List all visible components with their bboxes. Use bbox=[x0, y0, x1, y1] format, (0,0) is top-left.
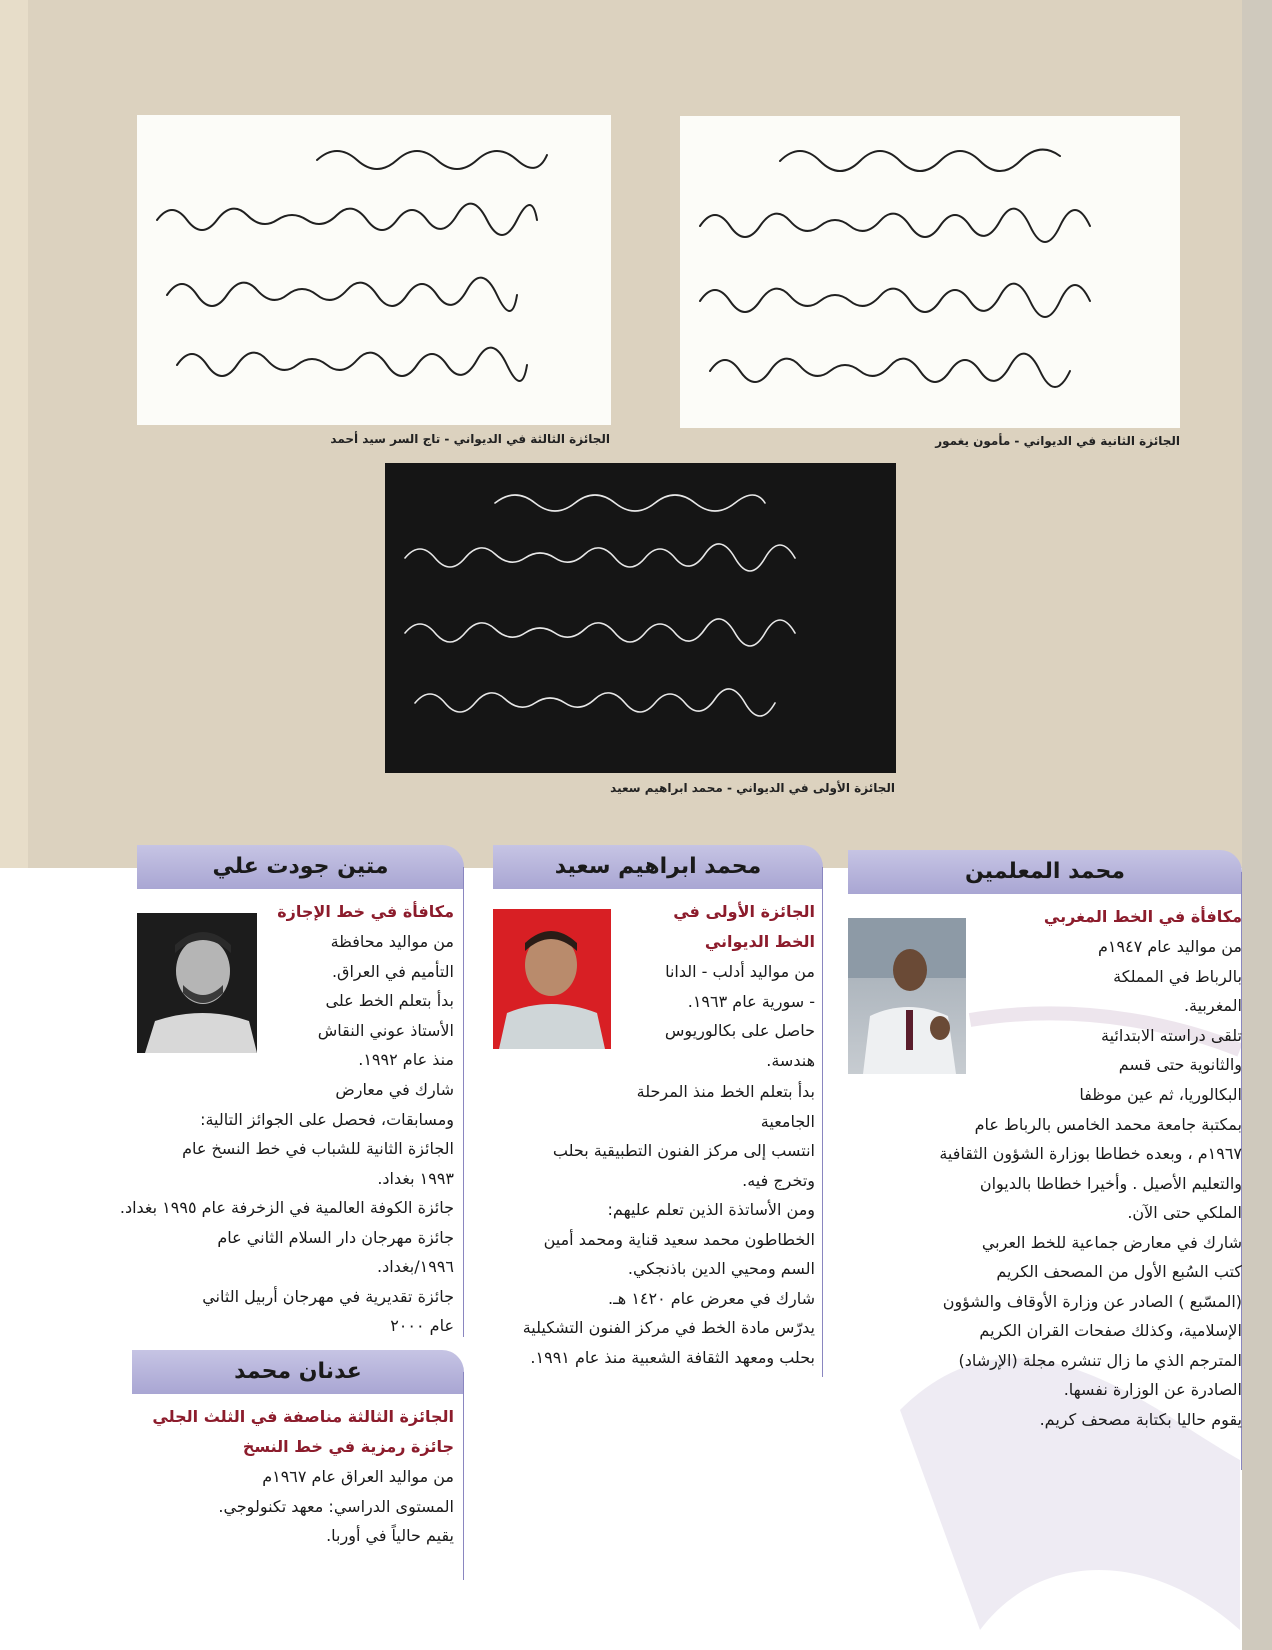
bio-line: المترجم الذي ما زال تنشره مجلة (الإرشاد) bbox=[958, 1350, 1242, 1370]
bio-line: المستوى الدراسي: معهد تكنولوجي. bbox=[218, 1496, 454, 1516]
bio-line: ١٩٩٦/بغداد. bbox=[377, 1257, 454, 1276]
bio-border bbox=[822, 867, 823, 1377]
bio-line: من مواليد أدلب - الدانا bbox=[665, 962, 815, 981]
portrait-photo bbox=[493, 909, 611, 1049]
bio-line: ومن الأساتذة الذين تعلم عليهم: bbox=[607, 1200, 815, 1219]
bio-line: بدأ بتعلم الخط منذ المرحلة bbox=[636, 1082, 815, 1101]
bio-border bbox=[463, 867, 464, 1337]
bio-line: من مواليد عام ١٩٤٧م bbox=[1098, 937, 1242, 956]
bio-line: البكالوريا، ثم عين موظفا bbox=[1079, 1085, 1242, 1104]
caption-third-prize: الجائزة الثالثة في الديواني - تاج السر سيد أحمد bbox=[330, 432, 610, 446]
calligraphy-strokes bbox=[137, 115, 611, 425]
bio-line: يقيم حالياً في أوربا. bbox=[326, 1526, 454, 1545]
portrait-photo bbox=[848, 918, 966, 1074]
bio-line: الإسلامية، وكذلك صفحات القران الكريم bbox=[979, 1321, 1242, 1340]
bio-line: والتعليم الأصيل . وأخيرا خطاطا بالديوان bbox=[979, 1173, 1242, 1193]
bio-line: بالرباط في المملكة bbox=[1113, 966, 1242, 986]
bio-border bbox=[463, 1372, 464, 1580]
bio-line: بحلب ومعهد الثقافة الشعبية منذ عام ١٩٩١. bbox=[530, 1347, 815, 1367]
bio-line: منذ عام ١٩٩٢. bbox=[358, 1050, 454, 1069]
bio-line: (المسّبع ) الصادر عن وزارة الأوقاف والشؤون bbox=[942, 1291, 1242, 1311]
calligraphy-strokes bbox=[680, 116, 1180, 428]
bio-ibrahim bbox=[493, 845, 823, 1385]
bio-text bbox=[848, 1080, 1242, 1434]
bio-name-header: محمد ابراهيم سعيد bbox=[493, 845, 823, 889]
bio-line: حاصل على بكالوريوس bbox=[664, 1021, 815, 1040]
bio-line: الخطاطون محمد سعيد قناية ومحمد أمين bbox=[543, 1229, 815, 1249]
bio-line: كتب السُبع الأول من المصحف الكريم bbox=[996, 1262, 1242, 1281]
bio-line: جائزة الكوفة العالمية في الزخرفة عام ١٩٩٥ بغداد. bbox=[119, 1198, 454, 1217]
bio-text bbox=[119, 1075, 454, 1341]
bio-line: المغربية. bbox=[1183, 996, 1242, 1015]
bio-adnan bbox=[132, 1350, 464, 1580]
bio-line: الملكي حتى الآن. bbox=[1127, 1203, 1242, 1222]
bio-line: تلقى دراسته الابتدائية bbox=[1100, 1025, 1242, 1045]
calligraphy-third-prize bbox=[137, 115, 611, 425]
bio-line: ١٩٦٧م ، وبعده خطاطا بوزارة الشؤون الثقافية bbox=[939, 1144, 1242, 1163]
award-line: مكافأة في الخط المغربي bbox=[1043, 907, 1242, 926]
bio-line: التأميم في العراق. bbox=[331, 961, 454, 981]
bio-line: عام ٢٠٠٠ bbox=[390, 1316, 454, 1335]
bio-line: جائزة مهرجان دار السلام الثاني عام bbox=[217, 1227, 454, 1247]
bio-name-header: متين جودت علي bbox=[137, 845, 464, 889]
bio-line: ومسابقات، فحصل على الجوائز التالية: bbox=[200, 1109, 454, 1129]
bio-text-beside-photo bbox=[254, 927, 454, 1075]
bio-metin bbox=[119, 845, 464, 1337]
bio-text-beside-photo bbox=[972, 932, 1242, 1080]
bio-text bbox=[493, 1077, 815, 1372]
award-line: مكافأة في خط الإجازة bbox=[277, 902, 454, 921]
bio-line: يقوم حاليا بكتابة مصحف كريم. bbox=[1039, 1409, 1242, 1429]
bio-line: شارك في معارض bbox=[335, 1080, 454, 1099]
bio-name-header: محمد المعلمين bbox=[848, 850, 1242, 894]
bio-line: هندسة. bbox=[766, 1050, 815, 1070]
page-left-edge bbox=[0, 0, 28, 868]
bio-text-beside-photo bbox=[615, 957, 815, 1075]
bio-line: الجائزة الثانية للشباب في خط النسخ عام bbox=[182, 1139, 454, 1158]
caption-second-prize: الجائزة الثانية في الديواني - مأمون يغمور bbox=[935, 434, 1180, 448]
award-line: جائزة رمزية في خط النسخ bbox=[242, 1437, 454, 1456]
award-line: الجائزة الأولى في bbox=[673, 902, 815, 921]
bio-line: بدأ بتعلم الخط على bbox=[325, 991, 454, 1010]
bio-line: شارك في معارض جماعية للخط العربي bbox=[981, 1232, 1242, 1252]
bio-line: ١٩٩٣ بغداد. bbox=[377, 1168, 454, 1188]
bio-line: من مواليد محافظة bbox=[330, 932, 454, 951]
bio-name-header: عدنان محمد bbox=[132, 1350, 464, 1394]
bio-line: الصادرة عن الوزارة نفسها. bbox=[1063, 1380, 1242, 1399]
caption-first-prize: الجائزة الأولى في الديواني - محمد ابراهيم سعيد bbox=[610, 781, 895, 795]
bio-moalemin bbox=[848, 850, 1242, 1470]
bio-line: والثانوية حتى قسم bbox=[1118, 1055, 1242, 1074]
page-right-edge bbox=[1242, 0, 1272, 1650]
bio-line: السم ومحيي الدين باذنجكي. bbox=[627, 1259, 815, 1278]
bio-line: الجامعية bbox=[760, 1111, 815, 1131]
bio-line: انتسب إلى مركز الفنون التطبيقية بحلب bbox=[552, 1141, 815, 1160]
portrait-photo bbox=[137, 913, 257, 1053]
bio-line: شارك في معرض عام ١٤٢٠ هـ. bbox=[608, 1288, 815, 1308]
bio-line: الأستاذ عوني النقاش bbox=[317, 1020, 454, 1040]
calligraphy-strokes bbox=[385, 463, 896, 773]
bio-line: بمكتبة جامعة محمد الخامس بالرباط عام bbox=[974, 1114, 1242, 1134]
bio-text bbox=[134, 1462, 454, 1551]
bio-line: وتخرج فيه. bbox=[742, 1170, 815, 1190]
award-line: الجائزة الثالثة مناصفة في الثلث الجلي bbox=[152, 1407, 454, 1426]
award-line: الخط الديواني bbox=[704, 932, 815, 951]
bio-line: - سورية عام ١٩٦٣. bbox=[687, 991, 815, 1011]
bio-line: جائزة تقديرية في مهرجان أربيل الثاني bbox=[202, 1286, 454, 1306]
calligraphy-first-prize bbox=[385, 463, 896, 773]
bio-line: يدرّس مادة الخط في مركز الفنون التشكيلية bbox=[522, 1318, 815, 1337]
calligraphy-second-prize bbox=[680, 116, 1180, 428]
bio-line: من مواليد العراق عام ١٩٦٧م bbox=[262, 1467, 454, 1486]
